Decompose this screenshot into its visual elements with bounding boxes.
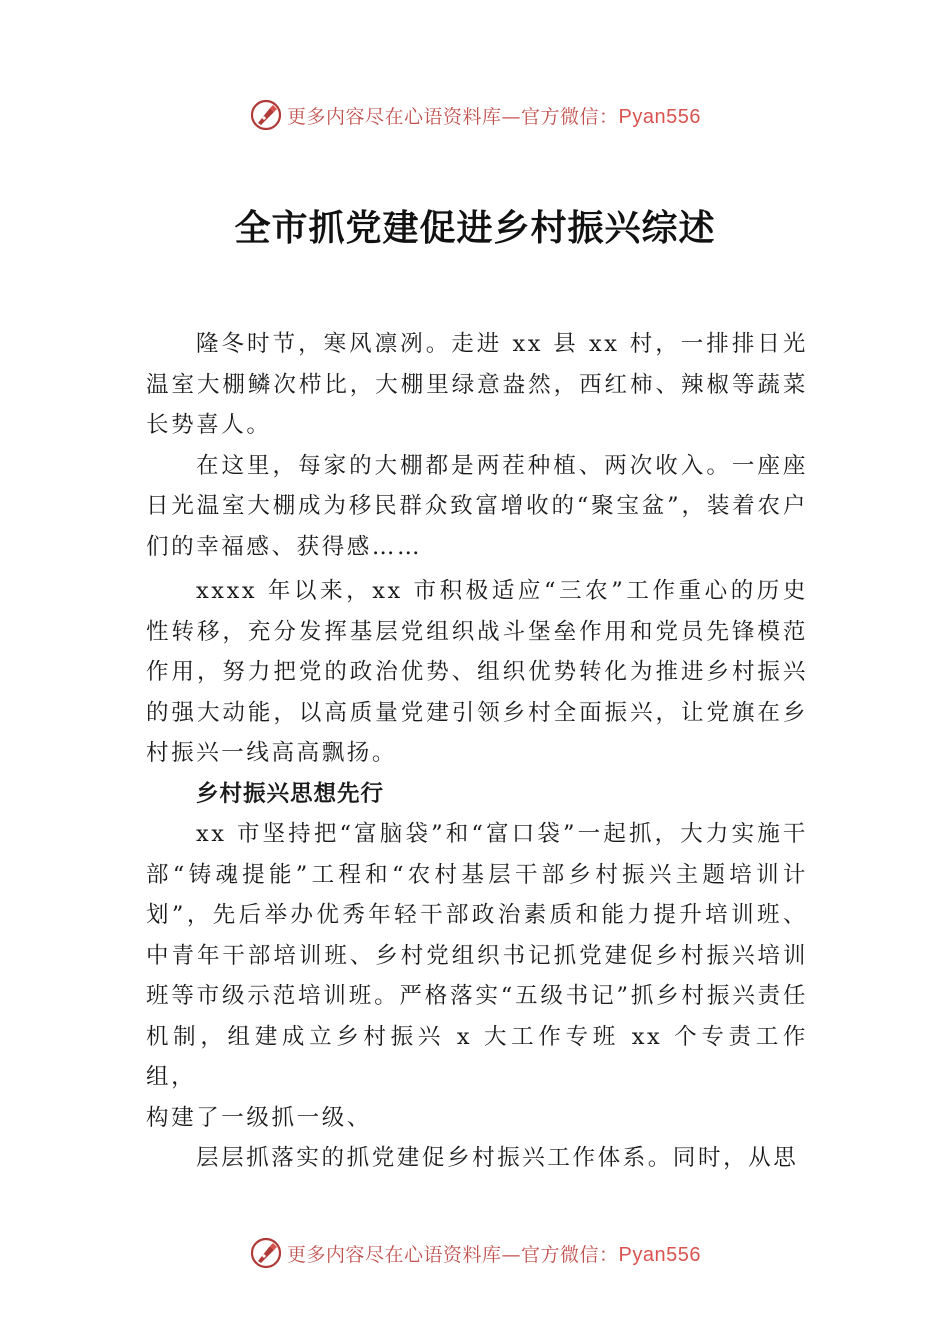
paragraph-tail: 构建了一级抓一级、 — [146, 1104, 372, 1131]
watermark-banner-bottom — [0, 1233, 950, 1273]
document-body — [146, 324, 808, 1179]
watermark-text: 更多内容尽在心语资料库—官方微信：Pyan556 — [287, 105, 701, 128]
paragraph: xx 市坚持把“富脑袋”和“富口袋”一起抓，大力实施干部“铸魂提能”工程和“农村基层干部乡村振兴主题培训计划”，先后举办优秀年轻干部政治素质和能力提升培训班、中青年干部培训班、乡村党组织书记抓党建促乡村振兴培训班等市级示范培训班。严格落实“五级书记”抓乡村振兴责任机制，组建成立乡村振兴 x 大工作专班 xx 个专责工作组， — [146, 821, 808, 1090]
paragraph: xxxx 年以来，xx 市积极适应“三农”工作重心的历史性转移，充分发挥基层党组织战斗堡垒作用和党员先锋模范作用，努力把党的政治优势、组织优势转化为推进乡村振兴的强大动能，以高质量党建引领乡村全面振兴，让党旗在乡村振兴一线高高飘扬。 — [146, 578, 808, 766]
paragraph: 隆冬时节，寒风凛冽。走进 xx 县 xx 村，一排排日光温室大棚鳞次栉比，大棚里绿意盎然，西红柿、辣椒等蔬菜长势喜人。 — [146, 331, 808, 438]
watermark-banner-top — [0, 95, 950, 135]
pen-nib-logo-icon — [249, 1236, 283, 1270]
watermark-text: 更多内容尽在心语资料库—官方微信：Pyan556 — [287, 1243, 701, 1266]
pen-nib-logo-icon — [249, 98, 283, 132]
paragraph: 在这里，每家的大棚都是两茬种植、两次收入。一座座日光温室大棚成为移民群众致富增收的“聚宝盆”，装着农户们的幸福感、获得感…… — [146, 452, 808, 560]
document-title: 全市抓党建促进乡村振兴综述 — [234, 207, 716, 249]
paragraph: 层层抓落实的抓党建促乡村振兴工作体系。同时，从思 — [196, 1145, 799, 1171]
wechat-id: Pyan556 — [618, 105, 701, 128]
section-heading: 乡村振兴思想先行 — [196, 780, 385, 807]
wechat-id: Pyan556 — [618, 1243, 701, 1266]
